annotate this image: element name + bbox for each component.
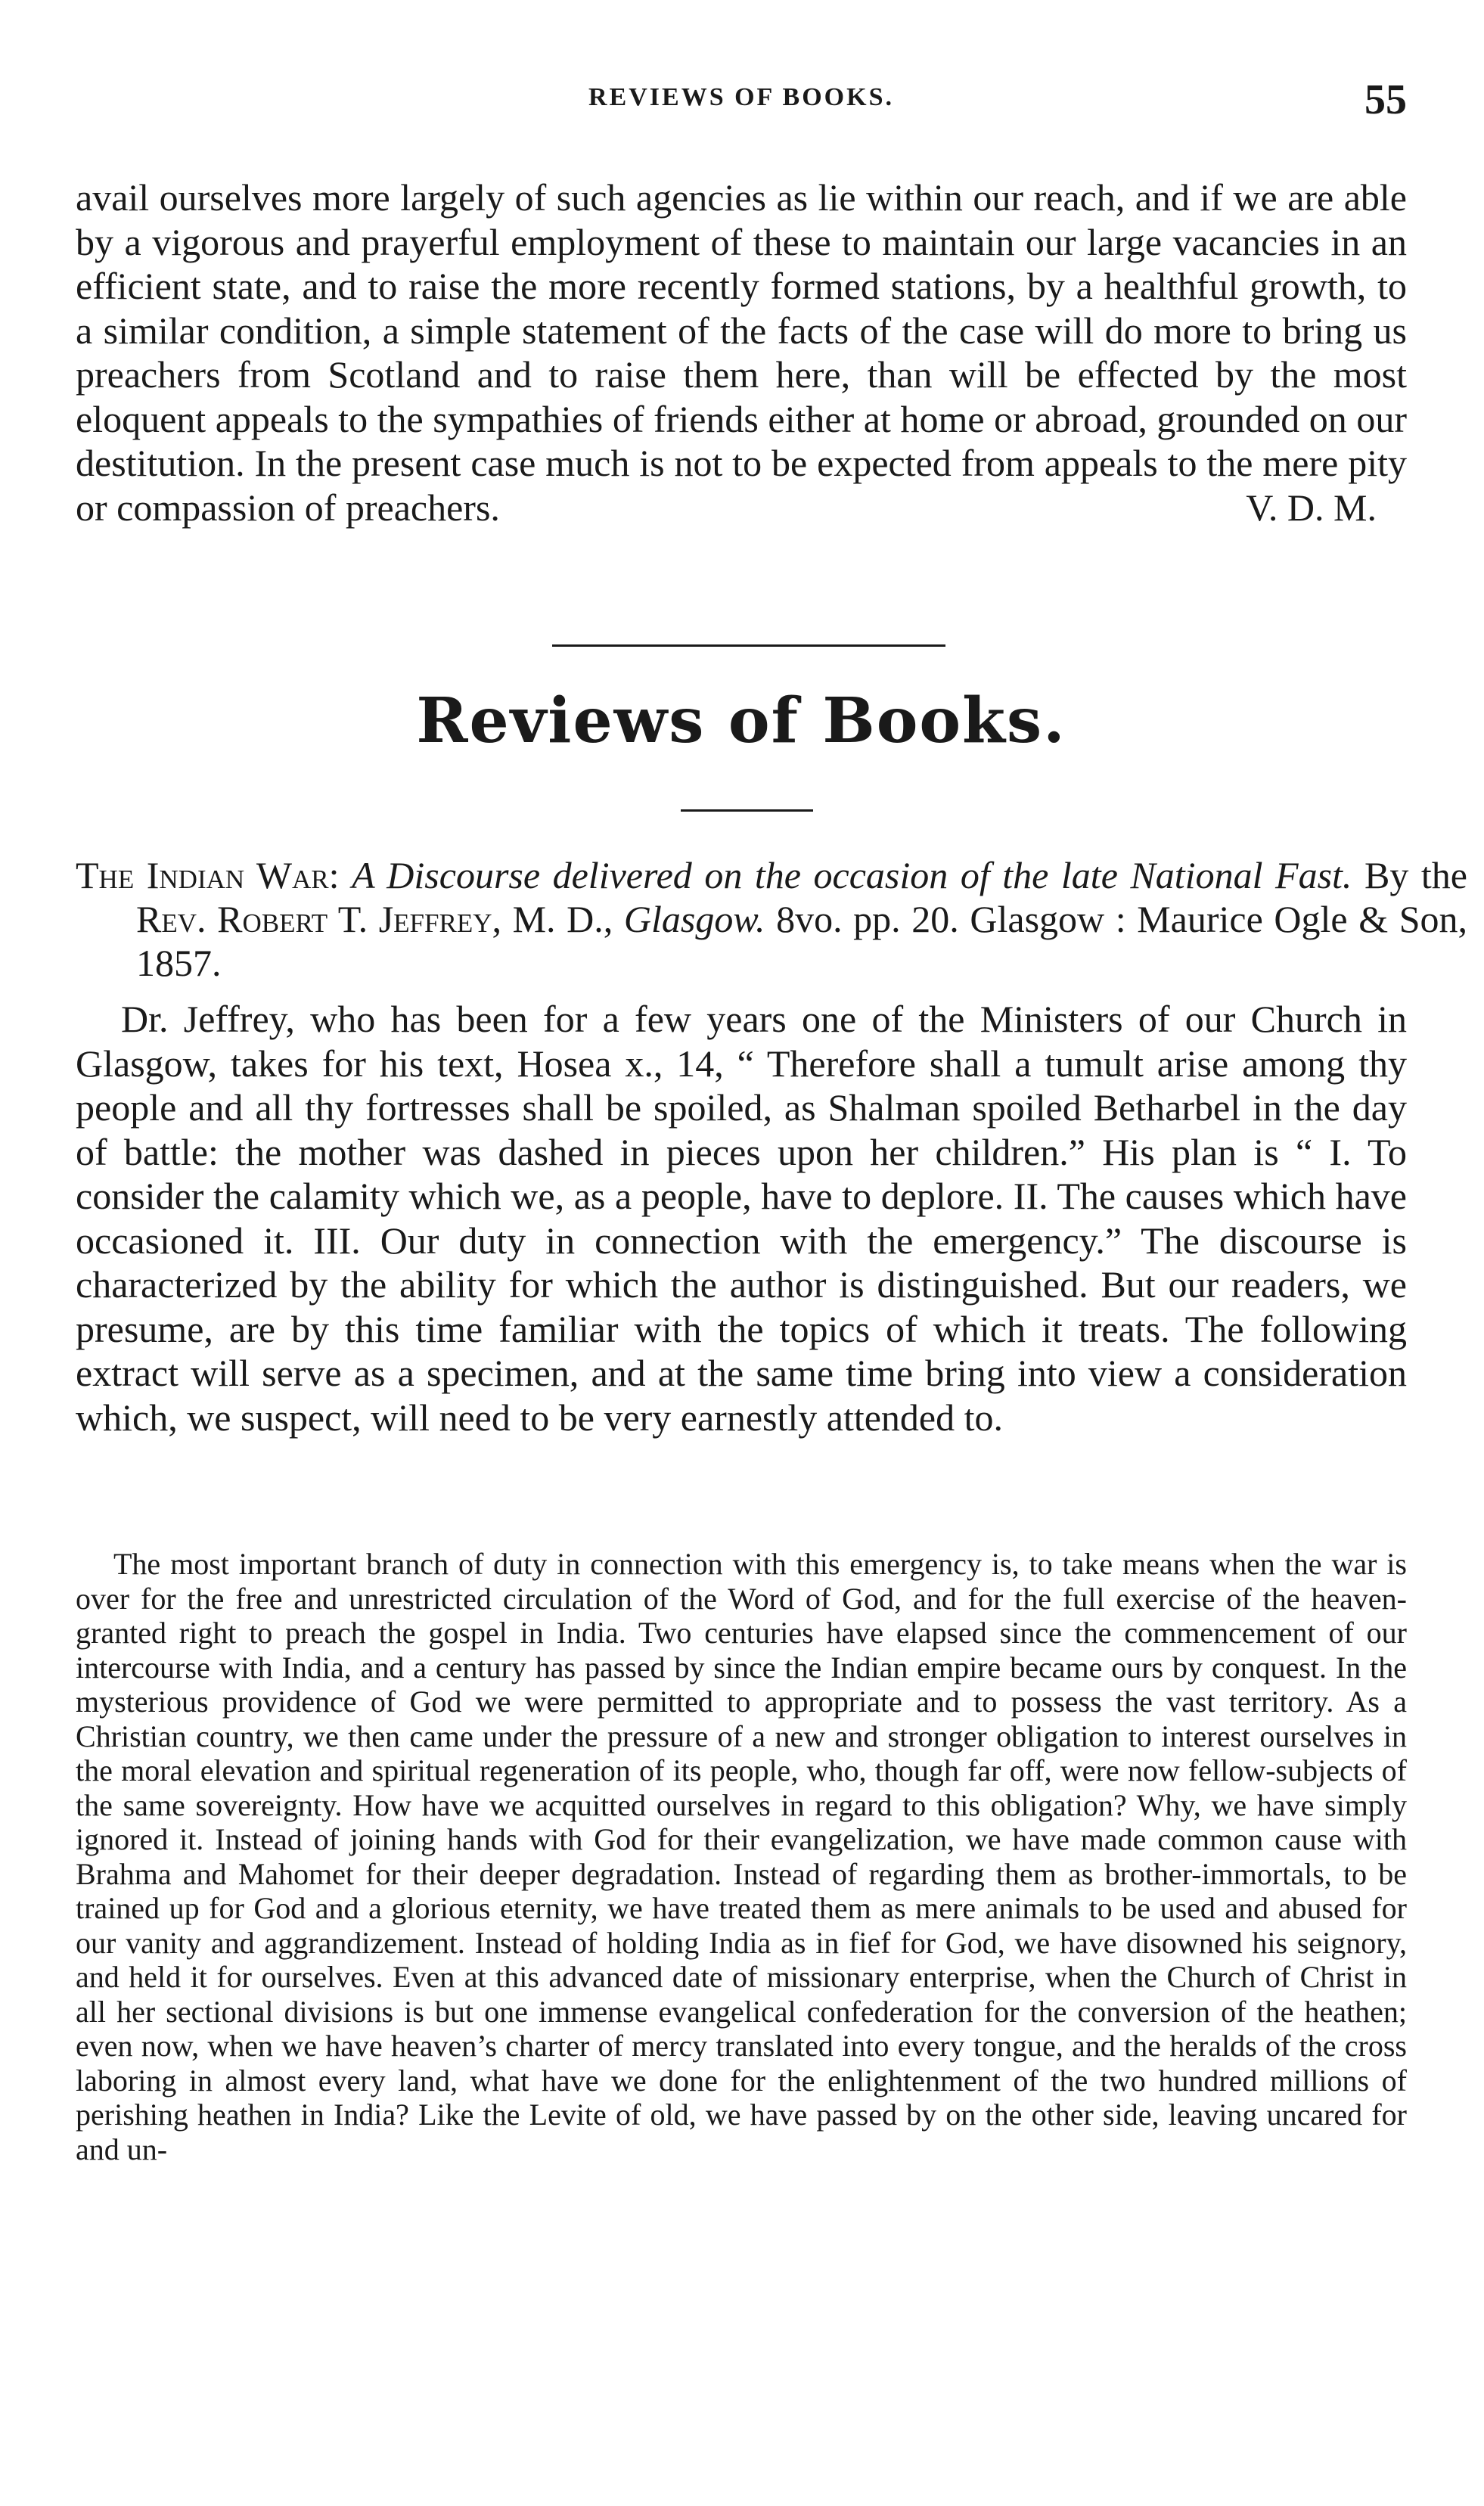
citation-subtitle: A Discourse delivered on the occasion of the late National Fast. — [352, 854, 1352, 896]
heading-underline-rule — [681, 809, 813, 812]
section-divider-rule — [552, 644, 945, 647]
opening-paragraph — [76, 175, 1407, 529]
quoted-extract: The most important branch of duty in connection with this emergency is, to take means when the war is over for the free and unrestricted circulation of the Word of God, and for the full exercise of the heaven-granted right to preach the gospel in India. Two centuries have elapsed since the commencement of our intercourse with India, and a century has passed by since the Indian empire became ours by conquest. In the mysterious providence of God we were permitted to appropriate and to possess the vast territory. As a Christian country, we then came under the pressure of a new and stronger obligation to interest ourselves in the moral elevation and spiritual regeneration of its people, who, though far off, were now fellow-subjects of the same sovereignty. How have we acquitted ourselves in regard to this obligation? Why, we have simply ignored it. Instead of joining hands with God for their evangelization, we have made common cause with Brahma and Mahomet for their deeper degradation. Instead of regarding them as brother-immortals, to be trained up for God and a glorious eternity, we have treated them as mere animals to be used and abused for our vanity and aggrandizement. Instead of holding India as in fief for God, we have disowned his seignory, and held it for ourselves. Even at this advanced date of missionary enterprise, when the Church of Christ in all her sectional divisions is but one immense evangelical confederation for the conversion of the heathen; even now, when we have heaven’s charter of mercy translated into every tongue, and the heralds of the cross laboring in almost every land, what have we done for the enlightenment of the two hundred millions of perishing heathen in India? Like the Levite of old, we have passed by on the other side, leaving uncared for and un- — [76, 1547, 1407, 2166]
author-signature: V. D. M. — [1246, 486, 1377, 529]
running-header — [76, 76, 1407, 129]
review-paragraph: Dr. Jeffrey, who has been for a few years one of the Ministers of our Church in Glasgow, takes for his text, Hosea x., 14, “ Therefore shall a tumult arise among thy people and all thy fortresses shall be spoiled, as Shalman spoiled Betharbel in the day of battle: the mother was dashed in pieces upon her children.” His plan is “ I. To consider the calamity which we, as a people, have to deplore. II. The causes which have occasioned it. III. Our duty in connection with the emergency.” The discourse is characterized by the ability for which the author is distinguished. But our readers, we presume, are by this time familiar with the topics of which it treats. The following extract will serve as a specimen, and at the same time bring into view a consideration which, we suspect, will need to be very earnestly attended to. — [76, 998, 1407, 1439]
opening-paragraph-text: avail ourselves more largely of such agencies as lie within our reach, and if we are able by a vigorous and prayerful employment of these to maintain our large vacancies in an efficient state, and to raise the more recently formed stations, by a healthful growth, to a similar condition, a simple statement of the facts of the case will do more to bring us preachers from Scotland and to raise them here, than will be effected by the most eloquent appeals to the sympathies of friends either at home or abroad, grounded on our destitution. In the present case much is not to be expected from appeals to the mere pity or compassion of preachers. — [76, 176, 1407, 529]
citation-author: Rev. Robert T. Jeffrey, M. D., — [136, 898, 613, 940]
citation-by: By the — [1352, 854, 1467, 896]
section-heading: Reviews of Books. — [416, 685, 1066, 757]
book-citation — [76, 853, 1467, 985]
citation-title: The Indian War — [76, 854, 329, 896]
citation-place: Glasgow. — [623, 898, 765, 940]
running-title: REVIEWS OF BOOKS. — [588, 83, 894, 111]
citation-details: 8vo. pp. 20. Glasgow : Maurice Ogle & Son, 1857. — [136, 898, 1467, 984]
page-number: 55 — [1364, 76, 1407, 123]
citation-colon: : — [328, 854, 352, 896]
